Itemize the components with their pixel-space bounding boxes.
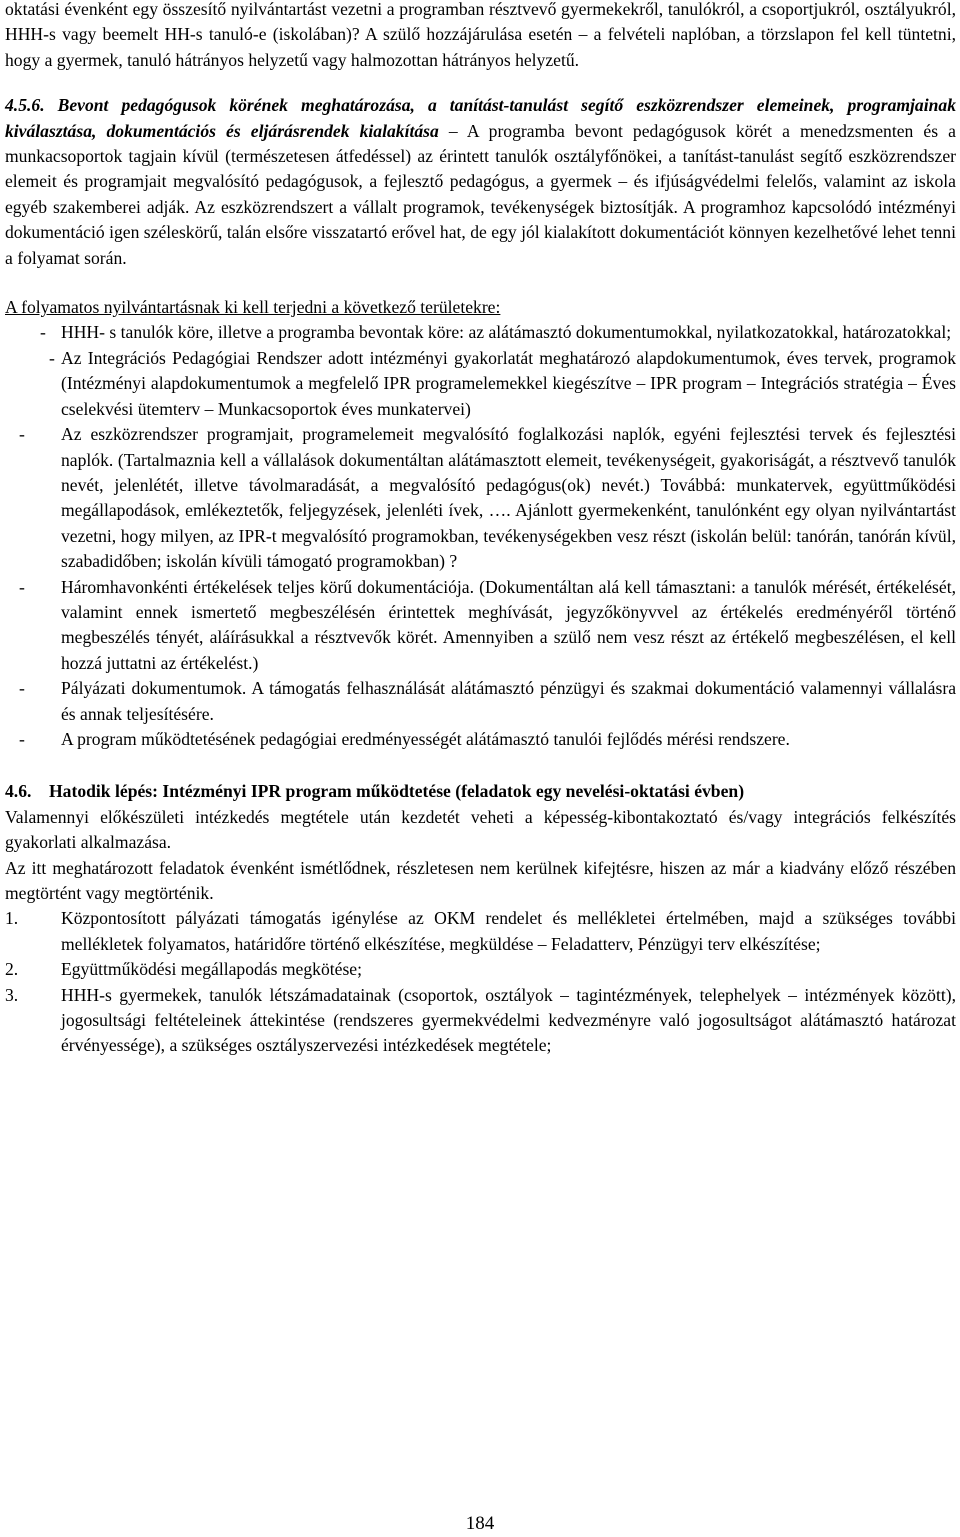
list-title: A folyamatos nyilvántartásnak ki kell terjedni a következő területekre: <box>5 297 501 318</box>
document-page <box>5 0 956 1059</box>
bullet-list <box>5 320 956 752</box>
dash-bullet: - <box>49 347 55 368</box>
page-number: 184 <box>465 1513 495 1534</box>
paragraph-2: Az itt meghatározott feladatok évenként ismétlődnek, részletesen nem kerülnek kifejtésre, hiszen az már a kiadvány előző részében megtörtént vagy megtörténik. <box>5 857 956 903</box>
list-item: - A program működtetésének pedagógiai eredményességét alátámasztó tanulói fejlődés mérési rendszere. <box>5 727 956 752</box>
list-item: - HHH- s tanulók köre, illetve a programba bevontak köre: az alátámasztó dokumentumokkal, nyilatkozatokkal, határozatokkal; <box>5 320 956 345</box>
dash-bullet: - <box>19 728 25 749</box>
section-46-title: Hatodik lépés: Intézményi IPR program működtetése (feladatok egy nevelési-oktatási évben) <box>49 781 745 802</box>
numbered-item: 1. Központosított pályázati támogatás igénylése az OKM rendelet és mellékletei értelmében, majd a szükséges további mellékletek folyamatos, határidőre történő elkészítése, megküldése – Feladatterv, Pénzügyi terv elkészítése; <box>5 908 956 954</box>
dash-bullet: - <box>19 678 25 699</box>
section-456-title: 4.5.6. Bevont pedagógusok körének meghatározása, a tanítást-tanulást segítő eszközrendszer elemeinek, programjainak kiválasztása, dokumentációs és eljárásrendek kialakítása <box>5 95 956 141</box>
numbered-item: 2. Együttműködési megállapodás megkötése; <box>5 959 362 980</box>
section-46-heading <box>5 779 956 804</box>
dash-bullet: - <box>19 576 25 597</box>
section-456-paragraph <box>5 93 956 271</box>
list-item: - Az eszközrendszer programjait, programelemeit megvalósító foglalkozási naplók, egyéni fejlesztési tervek és fejlesztési naplók. (Tartalmaznia kell a vállalások dokumentáltan alátámasztott elemeit, tevékenységeit, gyakoriságát, a résztvevő tanulók nevét, jelenlétét, illetve távolmaradását, a megvalósító pedagógus(ok) nevét.) Továbbá: munkatervek, együttműködési megállapodások, emlékeztetők, feljegyzések, jelenléti ívek, …. Ajánlott gyermekenként, tanulónként egy olyan nyilvántartást vezetni, hogy milyen, az IPR-t megvalósító programokban, tevékenységekben vesz részt (iskolán belül: tanórán, tanórán kívül, szabadidőben; iskolán kívüli támogató programokban) ? <box>19 424 956 572</box>
list-item: - Az Integrációs Pedagógiai Rendszer adott intézményi gyakorlatát meghatározó alapdokumentumok, éves tervek, programok (Intézményi alapdokumentumok a megfelelő IPR programelemekkel kiegészítve – IPR program – Integrációs stratégia – Éves cselekvési ütemterv – Munkacsoportok éves munkatervei) <box>49 347 956 419</box>
paragraph-1: Valamennyi előkészületi intézkedés megtétele után kezdetét veheti a képesség-kibontakoztató és/vagy integrációs felkészítés gyakorlati alkalmazása. <box>5 806 956 853</box>
numbered-item: 3. HHH-s gyermekek, tanulók létszámadatainak (csoportok, osztályok – tagintézmények, telephelyek – intézmények között), jogosultsági feltételeinek áttekintése (rendszeres gyermekvédelmi kedvezményre való jogosultságot alátámasztó határozat érvényessége), a szükséges osztályszervezési intézkedések megtétele; <box>5 984 956 1056</box>
section-46-number: 4.6. <box>5 781 32 802</box>
numbered-list <box>5 906 956 1058</box>
list-item: - Háromhavonkénti értékelések teljes körű dokumentációja. (Dokumentáltan alá kell támasztani: a tanulók mérését, értékelését, valamint ennek ismertető megbeszélésén érintettek meghívását, jegyzőkönyvvel az értékelés eredményéről történő megbeszélés tényét, aláírásukkal a résztvevők körét. Amennyiben a szülő nem vesz részt az értékelő megbeszélésen, el kell hozzá juttatni az értékelést.) <box>19 576 956 673</box>
dash-bullet: - <box>19 424 25 445</box>
list-item: - Pályázati dokumentumok. A támogatás felhasználását alátámasztó pénzügyi és szakmai dokumentáció valamennyi vállalásra és annak teljesítésére. <box>19 678 956 724</box>
intro-paragraph: oktatási évenként egy összesítő nyilvántartást vezetni a programban résztvevő gyermekekről, tanulókról, a csoportjukról, osztályukról, HHH-s vagy beemelt HH-s tanuló-e (iskolában)? A szülő hozzájárulása esetén – a felvételi naplóban, a törzslapon fel kell tüntetni, hogy a gyermek, tanuló hátrányos helyzetű vagy halmozottan hátrányos helyzetű. <box>5 0 956 70</box>
dash-bullet: - <box>40 322 46 343</box>
section-456-body: – A programba bevont pedagógusok körét a menedzsmenten és a munkacsoportok tagjain kívül (természetesen átfedéssel) az érintett tanulók osztályfőnökei, a tanítást-tanulást segítő eszközrendszer elemeit és programjait megvalósító pedagógusok, a fejlesztő pedagógus, a gyermek – és ifjúságvédelmi felelős, valamint az iskola egyéb szakemberei adják. Az eszközrendszert a vállalt programok, tevékenységek biztosítják. A programhoz kapcsolódó intézményi dokumentáció igen széleskörű, talán elsőre visszatartó erővel hat, de egy jól kialakított dokumentációt könnyen kezelhetővé lehet tenni a folyamat során. <box>5 120 956 268</box>
